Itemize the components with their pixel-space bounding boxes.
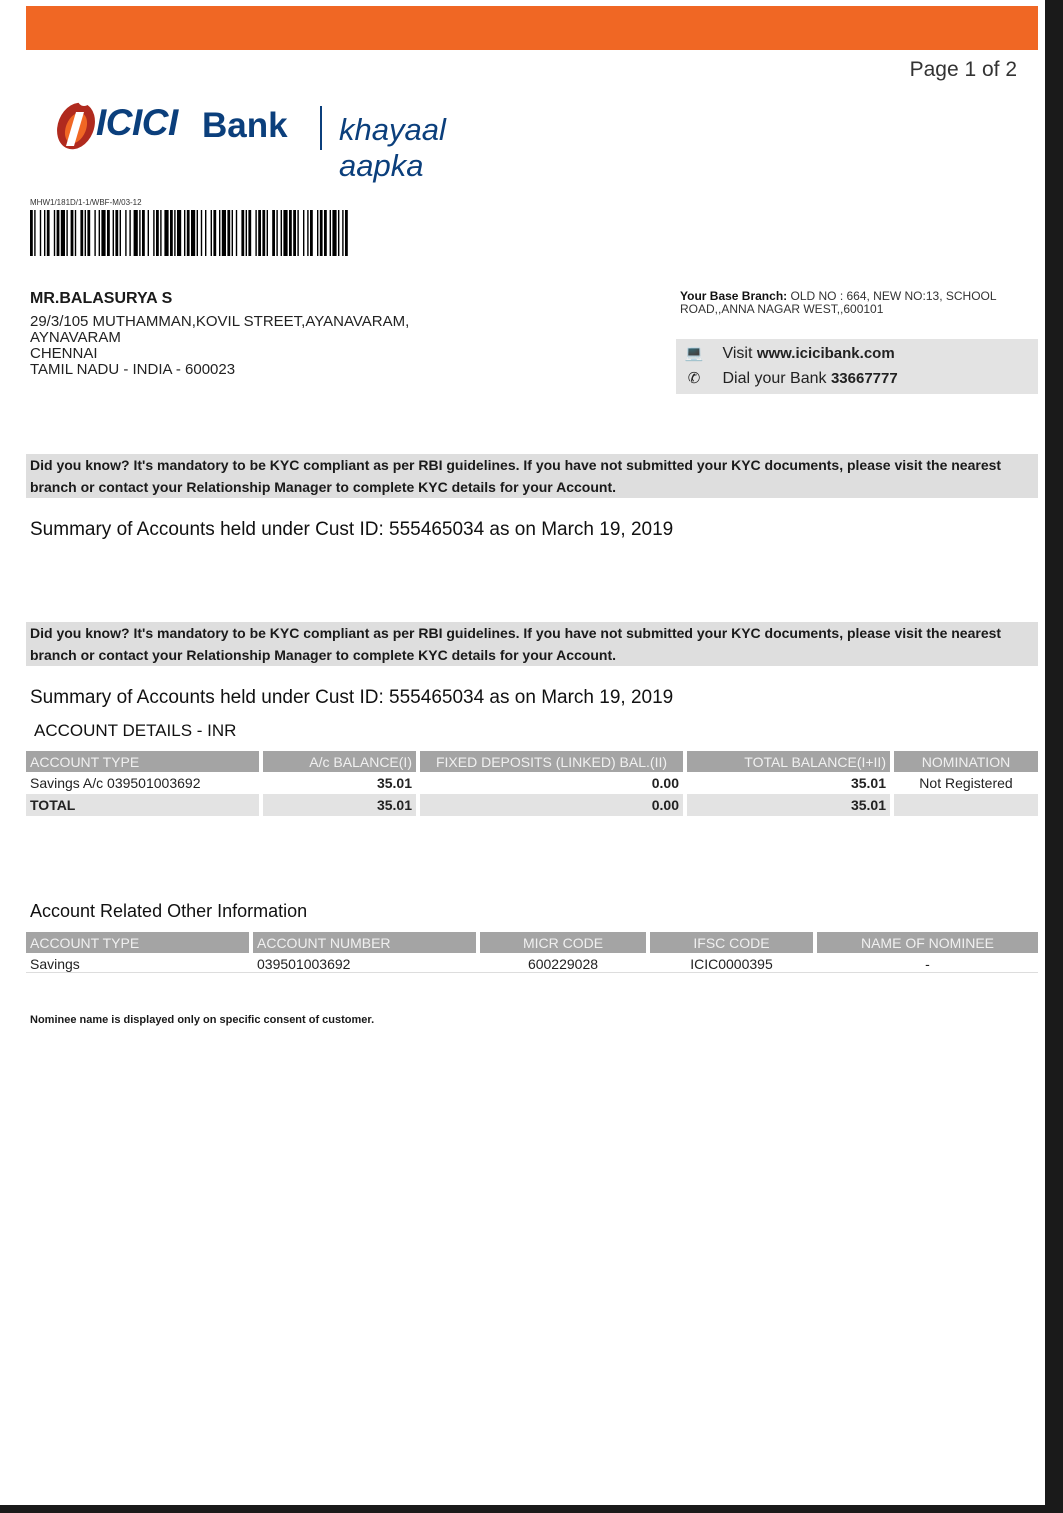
cell-balance: 35.01 (376, 775, 412, 791)
cell-micr-code: 600229028 (527, 956, 599, 972)
visit-row (684, 344, 895, 363)
barcode-bar (211, 210, 212, 256)
barcode-bar (66, 210, 67, 256)
total-label: TOTAL (26, 794, 259, 816)
customer-name: MR.BALASURYA S (30, 290, 173, 307)
cell-account-type: Savings A/c 039501003692 (30, 775, 201, 791)
cell-account-type: Savings (30, 956, 80, 972)
barcode-bar (113, 210, 114, 256)
cell-nominee-name: - (925, 956, 930, 972)
barcode-bar (338, 210, 339, 256)
cell-account-number: 039501003692 (257, 956, 351, 972)
cell-ifsc-code: ICIC0000395 (690, 956, 773, 972)
summary-title: Summary of Accounts held under Cust ID: 555465034 as on March 19, 2019 (30, 519, 674, 540)
barcode-bar (134, 210, 138, 256)
barcode-bar (248, 210, 251, 256)
dial-row (684, 369, 898, 388)
barcode-bar (71, 210, 74, 256)
barcode-bar (120, 210, 121, 256)
barcode-bar (258, 210, 261, 256)
barcode-bar (177, 210, 181, 256)
barcode-bar (47, 210, 50, 256)
barcode-bar (85, 210, 86, 256)
barcode-bar (164, 210, 168, 256)
barcode-bar (236, 210, 237, 256)
total-row (26, 794, 1038, 816)
base-branch-text: OLD NO : 664, NEW NO:13, SCHOOL ROAD,,ANNA NAGAR WEST,,600101 (680, 289, 997, 316)
column-header: FIXED DEPOSITS (LINKED) BAL.(II) (420, 751, 683, 772)
barcode-bar (232, 210, 233, 256)
visit-url-link[interactable]: www.icicibank.com (756, 345, 895, 362)
address-line: AYNAVARAM (30, 329, 121, 346)
barcode-bar (201, 210, 202, 256)
barcode-bar (320, 210, 323, 256)
other-info-title: Account Related Other Information (30, 901, 308, 921)
barcode-bar (246, 210, 247, 256)
barcode-bar (213, 210, 216, 256)
barcode-bar (222, 210, 226, 256)
column-header: NOMINATION (894, 751, 1038, 772)
table-header-row (26, 751, 1038, 772)
total-total-balance: 35.01 (687, 794, 890, 816)
barcode-bar (281, 210, 282, 256)
barcode-bar (142, 210, 145, 256)
logo-tagline: khayaal aapka (339, 112, 446, 183)
barcode-bar (317, 210, 318, 256)
barcode-bar (139, 210, 140, 256)
barcode-bar (205, 210, 206, 256)
barcode-bar (262, 210, 265, 256)
logo-icici-text: ICICI (96, 102, 178, 143)
barcode-bar (129, 210, 130, 256)
account-details-table (22, 751, 1042, 816)
barcode-bar (125, 210, 126, 256)
cell-nomination: Not Registered (919, 775, 1013, 791)
address-line: CHENNAI (30, 345, 98, 362)
dial-number: 33667777 (830, 370, 898, 387)
barcode-bar (276, 210, 277, 256)
barcode-bar (197, 210, 198, 256)
barcode-bar (54, 210, 55, 256)
total-balance: 35.01 (263, 794, 416, 816)
barcode-bar (107, 210, 110, 256)
contact-box (676, 339, 1038, 394)
column-header: ACCOUNT TYPE (26, 932, 249, 953)
bank-logo (54, 88, 534, 183)
barcode-bar (255, 210, 256, 256)
barcode-bar (310, 210, 313, 256)
barcode-bar (57, 210, 60, 256)
barcode-bar (345, 210, 348, 256)
barcode-bar (187, 210, 190, 256)
logo-bank-text: Bank (202, 106, 288, 145)
total-nomination (894, 794, 1038, 816)
cell-total-balance: 35.01 (850, 775, 886, 791)
barcode-bar (184, 210, 185, 256)
logo-separator (320, 106, 322, 150)
barcode-bar (174, 210, 175, 256)
total-fd-balance: 0.00 (420, 794, 683, 816)
footnote: Nominee name is displayed only on specific consent of customer. (30, 1014, 375, 1026)
column-header: ACCOUNT NUMBER (253, 932, 476, 953)
barcode-bar (170, 210, 173, 256)
table-divider (26, 972, 1038, 973)
barcode-bar (272, 210, 275, 256)
dial-label: Dial your Bank (722, 370, 827, 387)
barcode (30, 210, 432, 256)
barcode-bar (40, 210, 41, 256)
address-line: TAMIL NADU - INDIA - 600023 (30, 361, 236, 378)
page-edge-shadow (1045, 0, 1063, 1513)
other-info-table (22, 932, 1042, 975)
customer-address (30, 314, 409, 378)
phone-icon: ✆ (687, 370, 701, 387)
barcode-bar (75, 210, 76, 256)
barcode-bar (307, 210, 308, 256)
barcode-bar (332, 210, 336, 256)
barcode-bar (219, 210, 220, 256)
barcode-bar (156, 210, 159, 256)
barcode-bar (324, 210, 327, 256)
kyc-notice: Did you know? It's mandatory to be KYC compliant as per RBI guidelines. If you have not submitted your KYC documents, please visit the nearest branch or contact your Relationship Manager to complete KYC details for your Account. (26, 622, 1038, 666)
barcode-bar (293, 210, 296, 256)
barcode-code: MHW1/181D/1-1/WBF-M/03-12 (30, 198, 142, 207)
summary-title: Summary of Accounts held under Cust ID: 555465034 as on March 19, 2019 (30, 687, 674, 708)
column-header: A/c BALANCE(I) (263, 751, 416, 772)
table-row (26, 772, 1038, 794)
barcode-bar (191, 210, 195, 256)
barcode-bar (115, 210, 118, 256)
barcode-bar (241, 210, 244, 256)
visit-label: Visit (722, 345, 753, 362)
barcode-bar (342, 210, 343, 256)
computer-icon: 💻 (684, 345, 704, 362)
column-header: IFSC CODE (650, 932, 813, 953)
barcode-bar (227, 210, 230, 256)
barcode-bar (267, 210, 268, 256)
address-line: 29/3/105 MUTHAMMAN,KOVIL STREET,AYANAVARAM, (30, 313, 410, 330)
barcode-bar (61, 210, 65, 256)
base-branch-label: Your Base Branch: (680, 289, 788, 303)
page-number: Page 1 of 2 (909, 58, 1017, 81)
barcode-bar (160, 210, 161, 256)
column-header: MICR CODE (480, 932, 646, 953)
cell-fd-balance: 0.00 (651, 775, 679, 791)
barcode-bar (303, 210, 304, 256)
column-header: ACCOUNT TYPE (26, 751, 259, 772)
column-header: TOTAL BALANCE(I+II) (687, 751, 890, 772)
barcode-bar (330, 210, 331, 256)
barcode-bar (289, 210, 292, 256)
account-details-title: ACCOUNT DETAILS - INR (34, 721, 237, 740)
barcode-bar (94, 210, 95, 256)
logo-icon (54, 88, 102, 152)
barcode-bar (44, 210, 45, 256)
barcode-bar (99, 210, 100, 256)
barcode-bar (148, 210, 149, 256)
barcode-bar (80, 210, 83, 256)
top-accent-bar (26, 6, 1038, 50)
base-branch (680, 290, 1030, 316)
table-header-row (26, 932, 1038, 953)
barcode-bar (153, 210, 154, 256)
barcode-bar (297, 210, 298, 256)
barcode-bar (30, 210, 33, 256)
kyc-notice: Did you know? It's mandatory to be KYC compliant as per RBI guidelines. If you have not submitted your KYC documents, please visit the nearest branch or contact your Relationship Manager to complete KYC details for your Account. (26, 454, 1038, 498)
barcode-bar (101, 210, 105, 256)
barcode-bar (34, 210, 35, 256)
barcode-bar (87, 210, 90, 256)
barcode-bar (283, 210, 287, 256)
column-header: NAME OF NOMINEE (817, 932, 1038, 953)
